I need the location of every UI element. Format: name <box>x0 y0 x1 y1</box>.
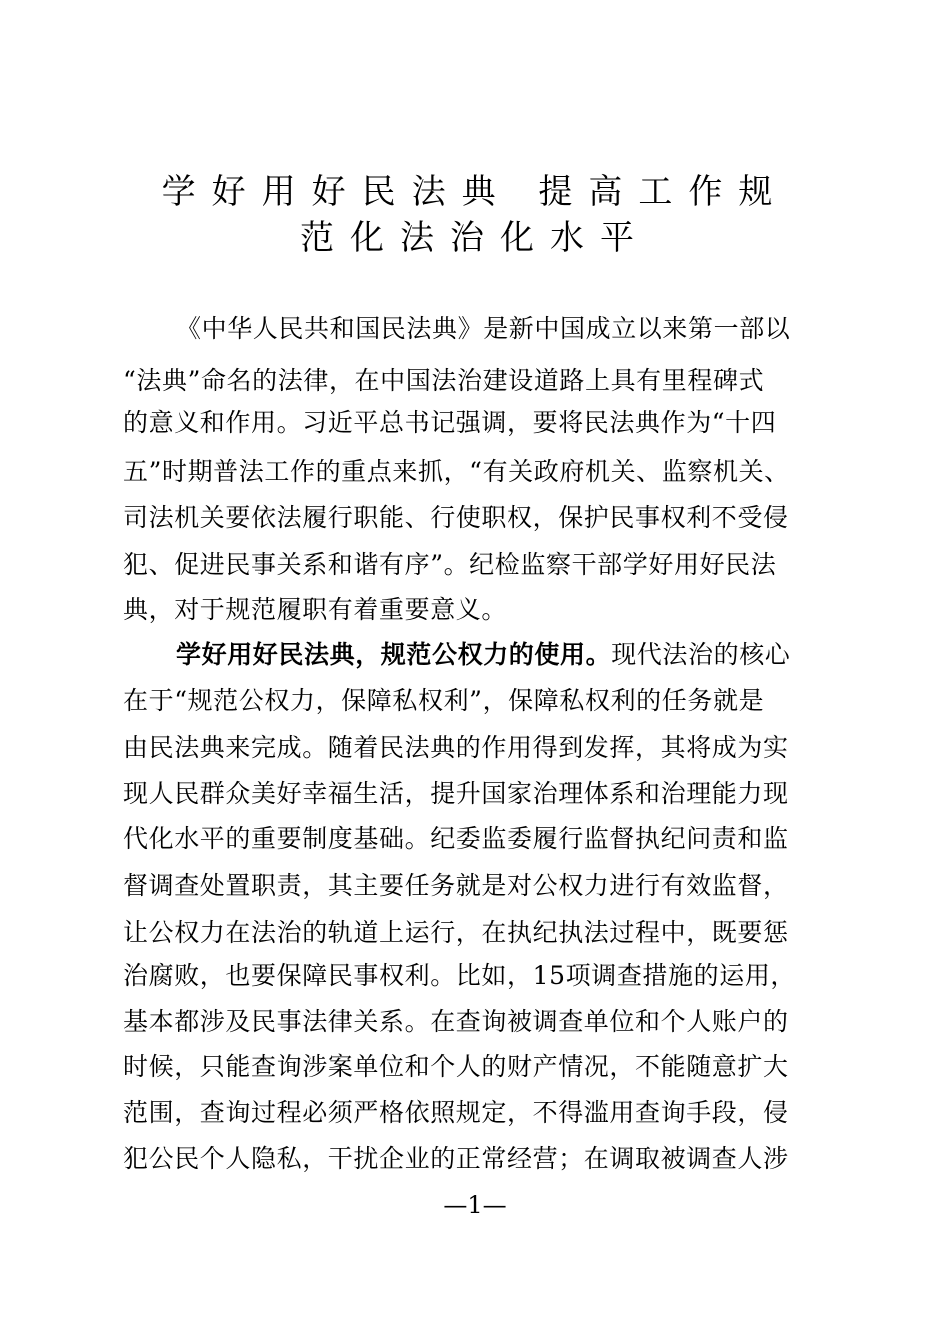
paragraph-2-first-line <box>176 638 836 672</box>
paragraph-1-line: 司法机关要依法履行职能、行使职权，保护民事权利不受侵 <box>123 503 789 532</box>
paragraph-2-line: 现人民群众美好幸福生活，提升国家治理体系和治理能力现 <box>123 779 789 808</box>
paragraph-2-first-rest: 现代法治的核心 <box>611 640 791 669</box>
page-number: —1— <box>443 1191 507 1219</box>
paragraph-2-line: 范围，查询过程必须严格依照规定，不得滥用查询手段，侵 <box>123 1098 789 1127</box>
document-title-line-1: 学好用好民法典 提高工作规 <box>161 172 789 212</box>
paragraph-1-line: “法典”命名的法律，在中国法治建设道路上具有里程碑式 <box>123 366 765 395</box>
paragraph-2-line: 由民法典来完成。随着民法典的作用得到发挥，其将成为实 <box>123 733 789 762</box>
paragraph-2-line: 犯公民个人隐私，干扰企业的正常经营；在调取被调查人涉 <box>123 1144 789 1173</box>
paragraph-2-line: 时候，只能查询涉案单位和个人的财产情况，不能随意扩大 <box>123 1052 789 1081</box>
paragraph-2-line: 让公权力在法治的轨道上运行，在执纪执法过程中，既要惩 <box>123 918 789 947</box>
paragraph-2-line: 基本都涉及民事法律关系。在查询被调查单位和个人账户的 <box>123 1007 789 1036</box>
paragraph-2-line: 代化水平的重要制度基础。纪委监委履行监督执纪问责和监 <box>123 824 789 853</box>
paragraph-2-line: 在于“规范公权力，保障私权利”，保障私权利的任务就是 <box>123 686 765 715</box>
paragraph-1-line: 犯、促进民事关系和谐有序”。纪检监察干部学好用好民法 <box>123 550 777 579</box>
paragraph-2-line: 治腐败，也要保障民事权利。比如，15项调查措施的运用， <box>123 961 797 990</box>
paragraph-1-line: 的意义和作用。习近平总书记强调，要将民法典作为“十四 <box>123 408 777 437</box>
paragraph-1-line: 《中华人民共和国民法典》是新中国成立以来第一部以 <box>176 314 791 343</box>
paragraph-1-line: 五”时期普法工作的重点来抓，“有关政府机关、监察机关、 <box>123 457 790 486</box>
paragraph-2-heading: 学好用好民法典，规范公权力的使用。 <box>176 640 612 669</box>
paragraph-1-line: 典，对于规范履职有着重要意义。 <box>123 595 508 624</box>
document-title-line-2: 范化法治化水平 <box>300 218 650 258</box>
paragraph-2-line: 督调查处置职责，其主要任务就是对公权力进行有效监督， <box>123 871 789 900</box>
